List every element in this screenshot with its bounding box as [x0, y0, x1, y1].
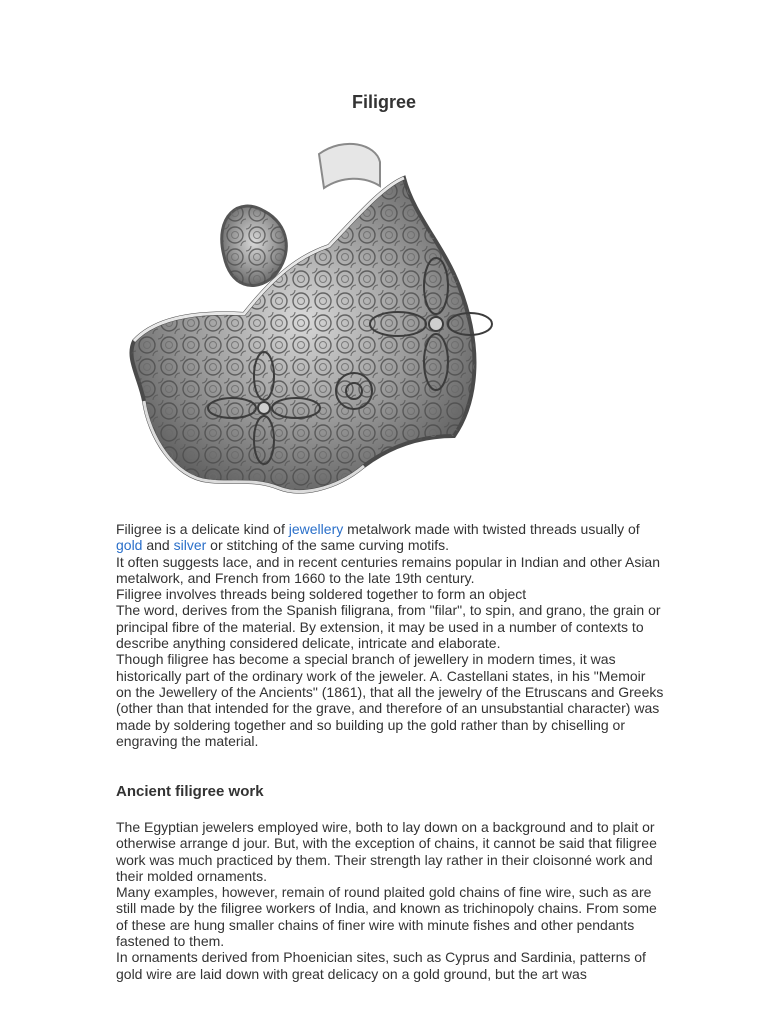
intro-text-span: metalwork made with twisted threads usually of [343, 521, 640, 537]
filigree-cuff-illustration [114, 136, 494, 506]
gold-link[interactable]: gold [116, 537, 143, 554]
intro-paragraph-3: Filigree involves threads being soldered together to form an object [116, 586, 527, 603]
intro-text [116, 521, 664, 749]
section-heading: Ancient filigree work [116, 783, 264, 800]
intro-paragraph-1 [116, 521, 664, 554]
filigree-cuff-image [114, 136, 494, 506]
section-paragraph-3: In ornaments derived from Phoenician sites, such as Cyprus and Sardinia, patterns of gold wire are laid down with great delicacy on a gold ground, but the art was [116, 949, 646, 982]
section-paragraph-2: Many examples, however, remain of round plaited gold chains of fine wire, such as are still made by the filigree workers of India, and known as trichinopoly chains. From some of these are hung smaller chains of finer wire with minute fishes and other pendants fastened to them. [116, 884, 657, 950]
section-paragraph-1: The Egyptian jewelers employed wire, both to lay down on a background and to plait or otherwise arrange d jour. But, with the exception of chains, it cannot be said that filigree work was much practiced by them. Their strength lay rather in their cloisonné work and their molded ornaments. [116, 819, 657, 884]
intro-text-span: or stitching of the same curving motifs. [206, 537, 450, 554]
section-text [116, 819, 664, 982]
page-title: Filigree [351, 92, 417, 112]
intro-text-span: and [142, 537, 174, 554]
silver-link[interactable]: silver [173, 537, 207, 554]
intro-paragraph-5: Though filigree has become a special branch of jewellery in modern times, it was historically part of the ordinary work of the jeweler. A. Castellani states, in his "Memoir on the Jewellery of the Ancients" (1861), that all the jewelry of the Etruscans and Greeks (other than that intended for the grave, and therefore of an unsubstantial character) was made by soldering together and so building up the gold rather than by chiselling or engraving the material. [116, 651, 664, 749]
intro-text-span: Filigree is a delicate kind of [116, 521, 289, 537]
jewellery-link[interactable]: jewellery [288, 521, 344, 537]
intro-paragraph-4: The word, derives from the Spanish filigrana, from "filar", to spin, and grano, the grain or principal fibre of the material. By extension, it may be used in a number of contexts to describe anything considered delicate, intricate and elaborate. [116, 602, 661, 652]
intro-paragraph-2: It often suggests lace, and in recent centuries remains popular in Indian and other Asian metalwork, and French from 1660 to the late 19th century. [116, 553, 661, 586]
